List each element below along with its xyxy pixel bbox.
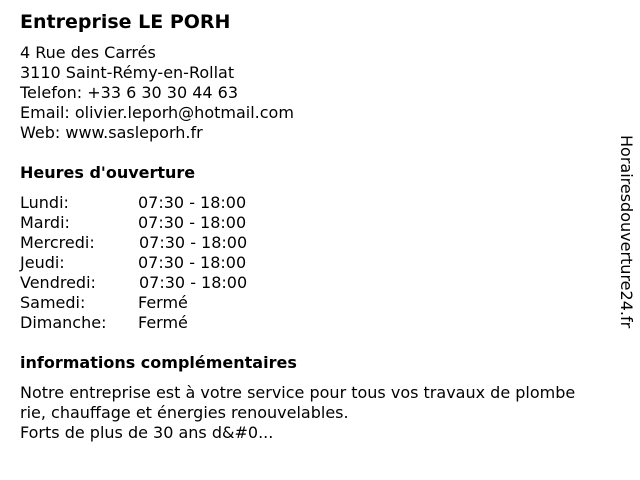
description-line: Forts de plus de 30 ans d&#0... [20, 423, 274, 442]
hours-day: Samedi: [20, 293, 86, 312]
hours-time: Fermé [138, 293, 188, 312]
hours-table [20, 193, 610, 333]
hours-row-tuesday [20, 213, 610, 233]
hours-time: 07:30 - 18:00 [139, 273, 248, 292]
info-heading: informations complémentaires [20, 353, 297, 372]
hours-time: Fermé [138, 313, 188, 332]
hours-time: 07:30 - 18:00 [138, 253, 247, 272]
hours-day: Mercredi: [20, 233, 95, 252]
hours-day: Vendredi: [20, 273, 96, 292]
phone-line: Telefon: +33 6 30 30 44 63 [20, 83, 239, 102]
address-city: 3110 Saint-Rémy-en-Rollat [20, 63, 235, 82]
info-description [20, 383, 610, 443]
hours-row-thursday [20, 253, 610, 273]
website-line: Web: www.sasleporh.fr [20, 123, 203, 142]
hours-time: 07:30 - 18:00 [139, 233, 248, 252]
hours-day: Mardi: [20, 213, 70, 232]
business-card [20, 10, 610, 443]
address-street: 4 Rue des Carrés [20, 43, 156, 62]
hours-row-monday [20, 193, 610, 213]
business-name: Entreprise LE PORH [20, 11, 231, 33]
hours-row-saturday [20, 293, 610, 313]
description-line: Notre entreprise est à votre service pour tous vos travaux de plombe [20, 383, 576, 402]
description-line: rie, chauffage et énergies renouvelables. [20, 403, 349, 422]
hours-row-friday [20, 273, 610, 293]
hours-row-wednesday [20, 233, 610, 253]
site-watermark: Horairesdouverture24.fr [617, 135, 636, 329]
hours-time: 07:30 - 18:00 [138, 213, 247, 232]
hours-day: Dimanche: [20, 313, 107, 332]
hours-day: Lundi: [20, 193, 69, 212]
hours-heading: Heures d'ouverture [20, 163, 196, 182]
hours-row-sunday [20, 313, 610, 333]
hours-day: Jeudi: [20, 253, 65, 272]
hours-time: 07:30 - 18:00 [138, 193, 247, 212]
email-line: Email: olivier.leporh@hotmail.com [20, 103, 294, 122]
